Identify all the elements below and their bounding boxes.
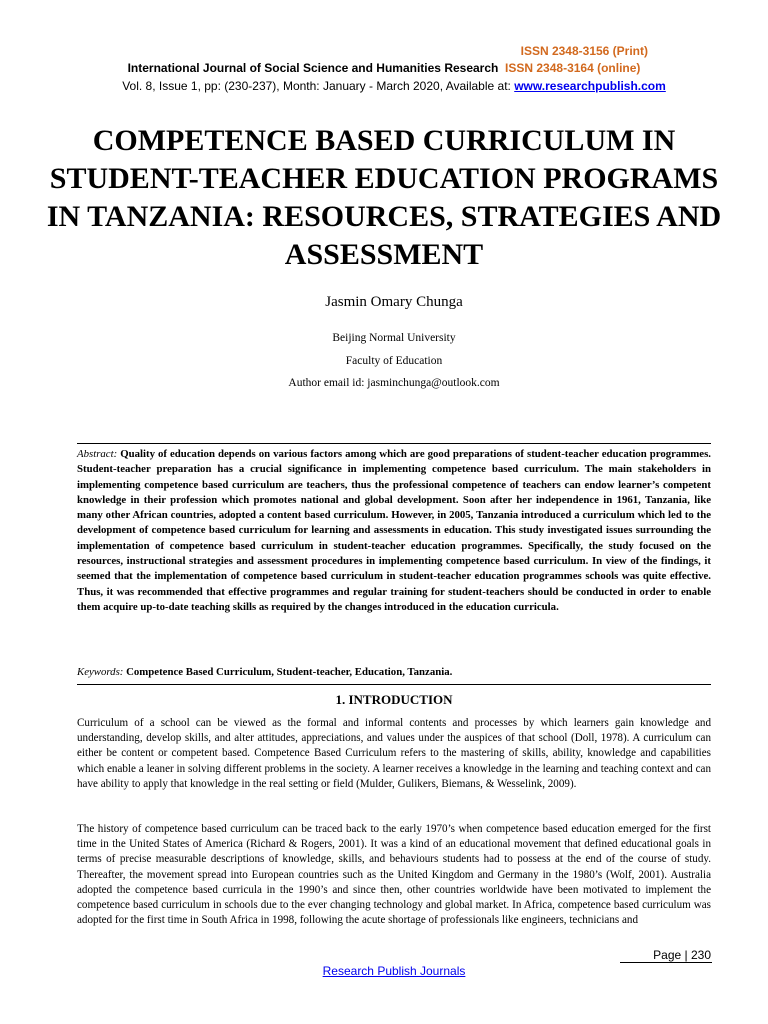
abstract-bottom-rule <box>77 684 711 685</box>
intro-paragraph-2: The history of competence based curriculum can be traced back to the early 1970’s when competence based education emerged for the first time in the United States of America (Richard & Rogers, 2001). It was a kind of an educational movement that defined educational goals in terms of precise measurable descriptions of knowledge, skills, and behaviours students had to possess at the end of the course of study. Thereafter, the movement spread into European countries such as the United Kingdom and Germany in the 1980’s (Wolf, 2001). Australia adopted the competence based curricula in the 1990’s and since then, other countries worldwide have been motivated to implement the competence based curriculum in schools due to the ever changing technology and global market. In Africa, competence based curriculum was adopted for the first time in South Africa in 1998, following the acute shortage of professionals like engineers, technicians and <box>77 823 711 927</box>
abstract-text: Quality of education depends on various factors among which are good preparations of student-teacher education programmes. Student-teacher preparation has a crucial significance in implementing competence based curriculum. The main stakeholders in implementing competence based curriculum are teachers, thus the professional competence of teachers can endow learner’s competent knowledge in their profession which promotes national and global development. Soon after her independence in 1961, Tanzania, like many other African countries, adopted a content based curriculum. However, in 2005, Tanzania introduced a curriculum which led to the development of competence based curriculum for learning and assessments in education. This study investigated issues surrounding the implementation of competence based curriculum in student-teacher education programmes. Specifically, the study focused on the resources, instructional strategies and assessment procedures in implementing competence based curriculum. In view of the findings, it seemed that the implementation of competence based curriculum in student-teacher education programmes schools was quite effective. Thus, it was recommended that effective programmes and regular training for student-teachers should be conducted in order to enable them acquire up-to-date teaching skills as required by the changes introduced in the education curricula. <box>77 448 711 613</box>
page-number-rule <box>620 962 712 963</box>
journal-name: International Journal of Social Science and Humanities Research <box>127 61 499 75</box>
abstract-label: Abstract: <box>77 448 118 460</box>
intro-paragraph-1: Curriculum of a school can be viewed as the formal and informal contents and processes by which learners gain knowledge and understanding, develop skills, and alter attitudes, appreciations, and values under the auspices of that school (Doll, 1978). A curriculum can either be content or competent based. Competence Based Curriculum refers to the mastering of skills, ability, knowledge and capabilities which enable a leaner in solving different problems in the society. A learner receives a knowledge in the learning and teaching context and can have ability to apply that knowledge in the real setting or field (Mulder, Gulikers, Biemans, & Wesselink, 2009). <box>77 717 711 790</box>
publisher-link[interactable]: Research Publish Journals <box>322 964 466 978</box>
page-number: Page | 230 <box>653 948 711 962</box>
keywords <box>77 666 711 678</box>
volume-line <box>0 79 768 93</box>
issn-online: ISSN 2348-3164 (online) <box>505 61 641 75</box>
abstract-top-rule <box>77 443 711 444</box>
journal-url-link[interactable]: www.researchpublish.com <box>514 79 666 93</box>
author-name: Jasmin Omary Chunga <box>325 294 463 310</box>
journal-line <box>0 61 768 75</box>
affiliation-university: Beijing Normal University <box>332 332 456 344</box>
keywords-label: Keywords: <box>77 666 124 678</box>
volume-info: Vol. 8, Issue 1, pp: (230-237), Month: January - March 2020, Available at: <box>122 79 511 93</box>
page-footer <box>0 964 768 978</box>
keywords-text: Competence Based Curriculum, Student-teacher, Education, Tanzania. <box>126 666 453 678</box>
section-heading: 1. INTRODUCTION <box>335 692 453 707</box>
issn-print: ISSN 2348-3156 (Print) <box>520 44 648 58</box>
abstract <box>77 447 711 615</box>
affiliation-faculty: Faculty of Education <box>345 355 443 367</box>
paper-title: COMPETENCE BASED CURRICULUM IN STUDENT-TEACHER EDUCATION PROGRAMS IN TANZANIA: RESOURCES, STRATEGIES AND ASSESSMENT <box>46 124 722 271</box>
author-email: Author email id: jasminchunga@outlook.com <box>288 377 500 389</box>
